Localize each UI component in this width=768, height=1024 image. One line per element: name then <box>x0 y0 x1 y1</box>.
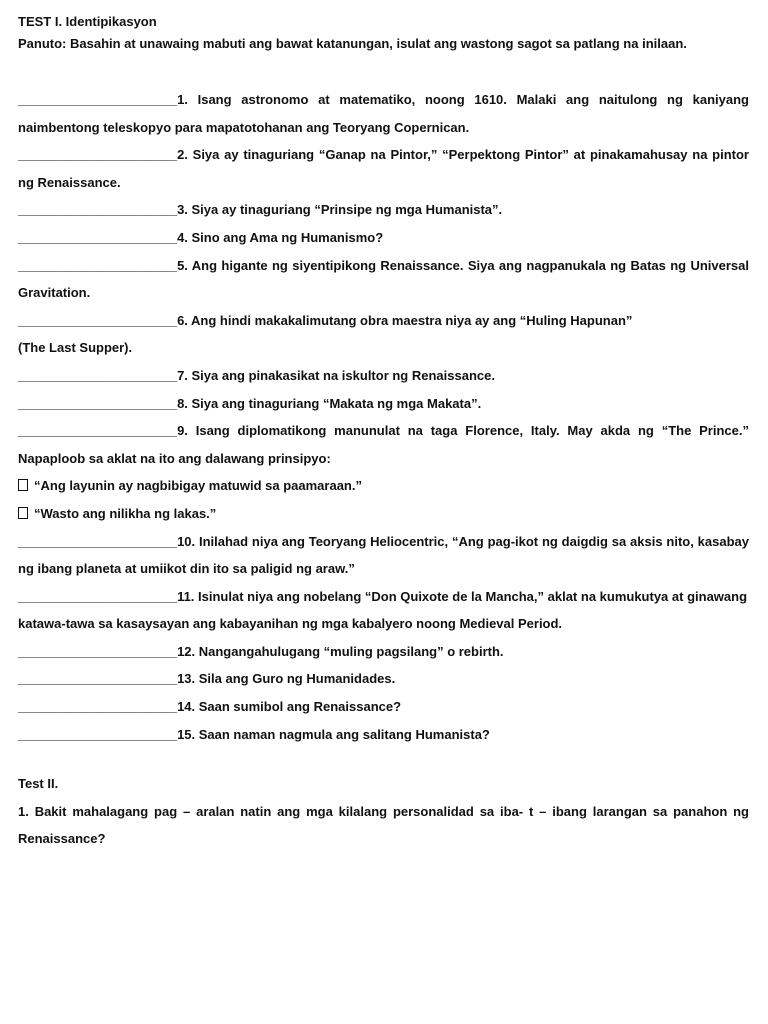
answer-blank-1[interactable]: ______________________ <box>18 92 178 107</box>
question-text-6: 6. Ang hindi makakalimutang obra maestra niya ay ang “Huling Hapunan” <box>177 312 633 328</box>
question-text-1: 1. Isang astronomo at matematiko, noong 1610. Malaki ang naitulong ng kaniyang naimbentong teleskopyo para mapatotohanan ang Teoryang Copernican. <box>18 92 749 135</box>
test1-instructions: Panuto: Basahin at unawaing mabuti ang bawat katanungan, isulat ang wastong sagot sa patlang na inilaan. <box>18 36 687 51</box>
answer-blank-6[interactable]: ______________________ <box>18 312 178 328</box>
question-item-5 <box>18 252 749 307</box>
question-text-4: 4. Sino ang Ama ng Humanismo? <box>177 229 384 245</box>
answer-blank-11[interactable]: ______________________ <box>18 588 178 604</box>
answer-blank-14[interactable]: ______________________ <box>18 699 178 715</box>
question-item-14 <box>18 693 749 721</box>
answer-blank-10[interactable]: ______________________ <box>18 533 178 549</box>
question-item-15 <box>18 721 749 749</box>
question-text-2: 2. Siya ay tinaguriang “Ganap na Pintor,” “Perpektong Pintor” at pinakamahusay na pintor ng Renaissance. <box>18 147 749 190</box>
question-item-2 <box>18 141 749 196</box>
question-item-8 <box>18 390 749 418</box>
worksheet-page <box>18 12 749 853</box>
question-item-3 <box>18 196 749 224</box>
question-text-13: 13. Sila ang Guro ng Humanidades. <box>177 671 396 687</box>
question-item-13 <box>18 665 749 693</box>
principle-item-2 <box>18 500 749 528</box>
question-item-1 <box>18 86 749 141</box>
answer-blank-7[interactable]: ______________________ <box>18 367 178 383</box>
bullet-box-icon <box>18 507 28 519</box>
answer-blank-5[interactable]: ______________________ <box>18 257 178 273</box>
question-text-12: 12. Nangangahulugang “muling pagsilang” o rebirth. <box>177 643 504 659</box>
answer-blank-4[interactable]: ______________________ <box>18 229 178 245</box>
question-text-10: 10. Inilahad niya ang Teoryang Heliocentric, “Ang pag-ikot ng daigdig sa aksis nito, kasabay ng ibang planeta at umiikot din ito sa paligid ng araw.” <box>18 533 749 577</box>
question-text-15: 15. Saan naman nagmula ang salitang Humanista? <box>177 726 490 742</box>
question-text-14: 14. Saan sumibol ang Renaissance? <box>177 699 402 715</box>
answer-blank-12[interactable]: ______________________ <box>18 643 178 659</box>
question-text-9: 9. Isang diplomatikong manunulat na taga Florence, Italy. May akda ng “The Prince.” Napaploob sa aklat na ito ang dalawang prinsipyo: <box>18 423 749 466</box>
question-item-9 <box>18 417 749 472</box>
question-item-4 <box>18 224 749 252</box>
principle-item-1 <box>18 472 749 500</box>
spacer <box>18 748 749 770</box>
answer-blank-2[interactable]: ______________________ <box>18 147 178 163</box>
test2-title: Test II. <box>18 776 59 792</box>
principle-text-1: “Ang layunin ay nagbibigay matuwid sa paamaraan.” <box>34 478 362 494</box>
question-item-12 <box>18 638 749 666</box>
question-text-6-continued: (The Last Supper). <box>18 340 133 356</box>
bullet-box-icon <box>18 479 28 491</box>
question-text-3: 3. Siya ay tinaguriang “Prinsipe ng mga Humanista”. <box>177 202 503 218</box>
question-item-7 <box>18 362 749 390</box>
test1-title: TEST I. Identipikasyon <box>18 14 157 29</box>
answer-blank-9[interactable]: ______________________ <box>18 423 178 439</box>
question-item-11 <box>18 583 749 638</box>
test2-question-1: 1. Bakit mahalagang pag – aralan natin ang mga kilalang personalidad sa iba- t – ibang larangan sa panahon ng Renaissance? <box>18 803 749 847</box>
spacer <box>18 58 749 86</box>
question-item-10 <box>18 528 749 583</box>
answer-blank-3[interactable]: ______________________ <box>18 202 178 218</box>
question-item-6 <box>18 307 749 335</box>
principle-text-2: “Wasto ang nilikha ng lakas.” <box>34 505 217 521</box>
question-text-7: 7. Siya ang pinakasikat na iskultor ng Renaissance. <box>177 367 495 383</box>
question-text-8: 8. Siya ang tinaguriang “Makata ng mga Makata”. <box>177 395 482 411</box>
answer-blank-13[interactable]: ______________________ <box>18 671 178 687</box>
question-text-11: 11. Isinulat niya ang nobelang “Don Quixote de la Mancha,” aklat na kumukutya at ginawang katawa-tawa sa kasaysayan ang kabayanihan ng mga kabalyero noong Medieval Period. <box>18 588 748 632</box>
question-text-5: 5. Ang higante ng siyentipikong Renaissance. Siya ang nagpanukala ng Batas ng Universal Gravitation. <box>18 257 749 301</box>
answer-blank-15[interactable]: ______________________ <box>18 726 178 742</box>
answer-blank-8[interactable]: ______________________ <box>18 395 178 411</box>
